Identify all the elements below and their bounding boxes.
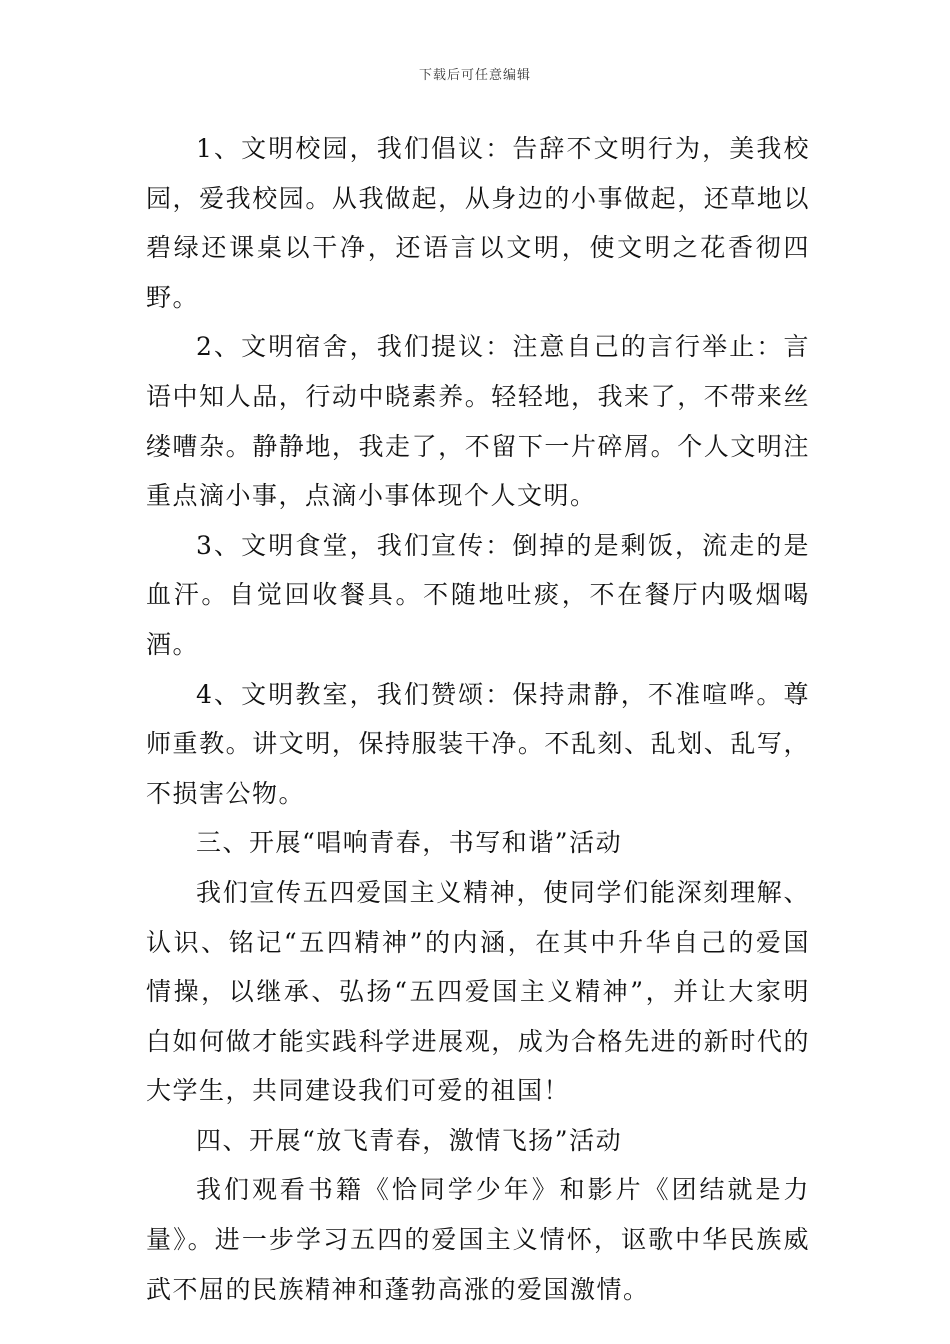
section-heading-four: 四、开展“放飞青春，激情飞扬”活动 <box>196 1125 623 1155</box>
paragraph-may-fourth-spirit: 我们宣传五四爱国主义精神，使同学们能深刻理解、认识、铭记“五四精神”的内涵，在其中升华自己的爱国情操，以继承、弘扬“五四爱国主义精神”，并让大家明白如何做才能实践科学进展观，成为合格先进的新时代的大学生，共同建设我们可爱的祖国！ <box>146 877 810 1106</box>
document-body <box>146 124 810 1314</box>
paragraph-civilized-campus: 1、文明校园，我们倡议：告辞不文明行为，美我校园，爱我校园。从我做起，从身边的小事做起，还草地以碧绿还课桌以干净，还语言以文明，使文明之花香彻四野。 <box>146 134 810 312</box>
page-header: 下载后可任意编辑 <box>418 68 531 83</box>
paragraph-civilized-classroom: 4、文明教室，我们赞颂：保持肃静，不准喧哗。尊师重教。讲文明，保持服装干净。不乱刻、乱划、乱写，不损害公物。 <box>146 679 810 808</box>
paragraph-civilized-dormitory: 2、文明宿舍，我们提议：注意自己的言行举止：言语中知人品，行动中晓素养。轻轻地，我来了，不带来丝缕嘈杂。静静地，我走了，不留下一片碎屑。个人文明注重点滴小事，点滴小事体现个人文明。 <box>146 332 810 511</box>
section-heading-three: 三、开展“唱响青春，书写和谐”活动 <box>196 828 623 858</box>
paragraph-civilized-canteen: 3、文明食堂，我们宣传：倒掉的是剩饭，流走的是血汗。自觉回收餐具。不随地吐痰，不在餐厅内吸烟喝酒。 <box>146 530 810 659</box>
paragraph-books-and-films: 我们观看书籍《恰同学少年》和影片《团结就是力量》。进一步学习五四的爱国主义情怀，讴歌中华民族威武不屈的民族精神和蓬勃高涨的爱国激情。 <box>146 1175 810 1304</box>
